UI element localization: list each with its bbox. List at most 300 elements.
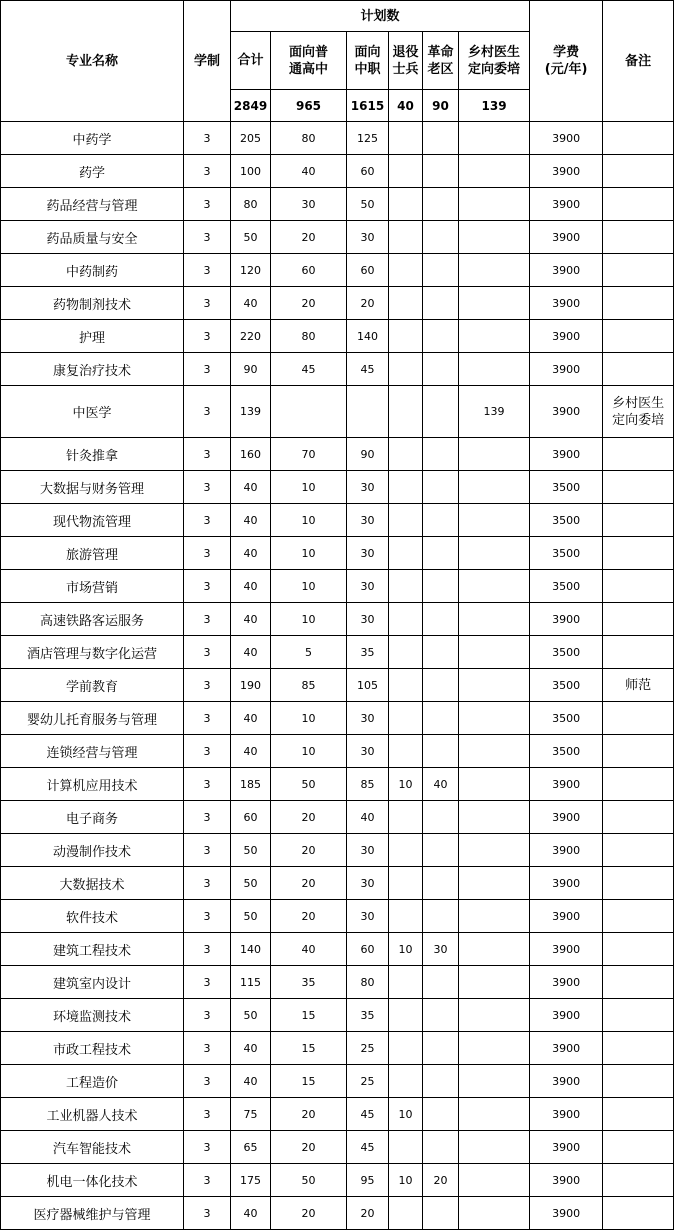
cell-note [603,801,674,834]
cell-note [603,867,674,900]
cell-rural [459,570,530,603]
cell-total: 40 [231,471,271,504]
cell-revolutionary [423,353,459,386]
cell-note [603,702,674,735]
cell-name: 康复治疗技术 [1,353,184,386]
cell-fee: 3900 [530,999,603,1032]
total-sum: 2849 [231,90,271,122]
table-row [1,735,674,768]
cell-rural [459,801,530,834]
cell-revolutionary [423,122,459,155]
table-row [1,1131,674,1164]
cell-total: 100 [231,155,271,188]
header-name: 专业名称 [1,1,184,122]
cell-fee: 3500 [530,636,603,669]
cell-fee: 3500 [530,504,603,537]
cell-veteran [389,386,423,438]
cell-revolutionary [423,1197,459,1230]
cell-total: 50 [231,834,271,867]
cell-years: 3 [184,768,231,801]
cell-general: 10 [271,603,347,636]
cell-years: 3 [184,801,231,834]
cell-rural [459,155,530,188]
cell-total: 40 [231,1032,271,1065]
cell-veteran [389,1032,423,1065]
cell-rural [459,287,530,320]
cell-note [603,254,674,287]
cell-years: 3 [184,1098,231,1131]
cell-fee: 3900 [530,320,603,353]
cell-revolutionary [423,155,459,188]
cell-name: 市政工程技术 [1,1032,184,1065]
cell-name: 药物制剂技术 [1,287,184,320]
cell-name: 中药学 [1,122,184,155]
cell-note [603,155,674,188]
cell-years: 3 [184,900,231,933]
cell-general: 60 [271,254,347,287]
cell-vocational: 30 [347,867,389,900]
cell-vocational: 30 [347,570,389,603]
cell-note [603,1131,674,1164]
table-row [1,386,674,438]
cell-rural [459,768,530,801]
cell-revolutionary [423,570,459,603]
cell-years: 3 [184,735,231,768]
table-row [1,834,674,867]
cell-fee: 3500 [530,537,603,570]
cell-veteran [389,669,423,702]
cell-name: 学前教育 [1,669,184,702]
cell-rural [459,933,530,966]
cell-name: 酒店管理与数字化运营 [1,636,184,669]
cell-veteran [389,801,423,834]
cell-name: 旅游管理 [1,537,184,570]
cell-years: 3 [184,636,231,669]
cell-veteran: 10 [389,933,423,966]
cell-vocational: 30 [347,221,389,254]
cell-vocational: 30 [347,735,389,768]
cell-note [603,768,674,801]
table-row [1,1164,674,1197]
table-row [1,801,674,834]
cell-veteran [389,702,423,735]
cell-revolutionary [423,999,459,1032]
cell-veteran [389,188,423,221]
table-row [1,504,674,537]
cell-revolutionary [423,669,459,702]
cell-revolutionary [423,636,459,669]
cell-total: 175 [231,1164,271,1197]
cell-revolutionary [423,966,459,999]
table-row [1,1197,674,1230]
table-row [1,900,674,933]
cell-veteran: 10 [389,1098,423,1131]
cell-years: 3 [184,1164,231,1197]
cell-note [603,735,674,768]
cell-rural [459,867,530,900]
cell-rural [459,900,530,933]
cell-fee: 3900 [530,867,603,900]
table-row [1,155,674,188]
cell-rural [459,1098,530,1131]
header-note: 备注 [603,1,674,122]
table-row [1,122,674,155]
cell-vocational: 35 [347,999,389,1032]
cell-total: 65 [231,1131,271,1164]
cell-veteran [389,254,423,287]
table-row [1,438,674,471]
cell-general: 50 [271,1164,347,1197]
cell-general: 20 [271,801,347,834]
cell-name: 高速铁路客运服务 [1,603,184,636]
cell-vocational: 90 [347,438,389,471]
cell-years: 3 [184,471,231,504]
cell-general: 85 [271,669,347,702]
cell-years: 3 [184,353,231,386]
cell-name: 动漫制作技术 [1,834,184,867]
cell-revolutionary [423,188,459,221]
cell-years: 3 [184,188,231,221]
cell-total: 40 [231,702,271,735]
table-row [1,353,674,386]
cell-general [271,386,347,438]
cell-vocational: 35 [347,636,389,669]
cell-vocational: 85 [347,768,389,801]
cell-veteran [389,471,423,504]
cell-vocational: 30 [347,504,389,537]
cell-rural [459,1164,530,1197]
cell-fee: 3900 [530,801,603,834]
cell-name: 机电一体化技术 [1,1164,184,1197]
cell-vocational: 45 [347,1131,389,1164]
cell-rural [459,1032,530,1065]
cell-note [603,1098,674,1131]
table-row [1,287,674,320]
cell-veteran [389,221,423,254]
cell-total: 40 [231,287,271,320]
cell-total: 139 [231,386,271,438]
cell-fee: 3500 [530,735,603,768]
cell-total: 220 [231,320,271,353]
cell-total: 50 [231,221,271,254]
cell-general: 45 [271,353,347,386]
cell-years: 3 [184,438,231,471]
cell-rural [459,353,530,386]
cell-veteran [389,636,423,669]
table-row [1,768,674,801]
cell-general: 20 [271,1197,347,1230]
cell-total: 40 [231,504,271,537]
cell-fee: 3500 [530,702,603,735]
cell-note [603,221,674,254]
cell-years: 3 [184,537,231,570]
cell-total: 185 [231,768,271,801]
cell-total: 115 [231,966,271,999]
cell-veteran [389,353,423,386]
cell-name: 大数据与财务管理 [1,471,184,504]
cell-rural [459,254,530,287]
cell-revolutionary [423,900,459,933]
cell-rural [459,966,530,999]
cell-revolutionary [423,386,459,438]
cell-years: 3 [184,320,231,353]
cell-note [603,1065,674,1098]
cell-years: 3 [184,1032,231,1065]
cell-rural [459,188,530,221]
cell-years: 3 [184,834,231,867]
cell-note [603,570,674,603]
cell-note: 师范 [603,669,674,702]
rural-sum: 139 [459,90,530,122]
header-fee: 学费 (元/年) [530,1,603,122]
cell-years: 3 [184,570,231,603]
cell-general: 20 [271,900,347,933]
cell-rural [459,221,530,254]
cell-vocational: 30 [347,900,389,933]
general-sum: 965 [271,90,347,122]
cell-revolutionary: 20 [423,1164,459,1197]
cell-name: 工业机器人技术 [1,1098,184,1131]
cell-vocational: 60 [347,155,389,188]
cell-name: 药学 [1,155,184,188]
cell-note [603,603,674,636]
cell-note [603,438,674,471]
cell-general: 10 [271,504,347,537]
cell-total: 50 [231,900,271,933]
cell-note [603,287,674,320]
cell-name: 环境监测技术 [1,999,184,1032]
cell-revolutionary [423,504,459,537]
cell-veteran [389,999,423,1032]
cell-rural [459,438,530,471]
cell-note [603,966,674,999]
cell-veteran [389,735,423,768]
cell-fee: 3900 [530,1065,603,1098]
cell-revolutionary [423,801,459,834]
cell-rural [459,504,530,537]
cell-general: 20 [271,221,347,254]
cell-veteran [389,504,423,537]
cell-name: 市场营销 [1,570,184,603]
cell-veteran [389,834,423,867]
cell-general: 20 [271,1131,347,1164]
cell-revolutionary [423,1065,459,1098]
cell-total: 60 [231,801,271,834]
cell-vocational: 125 [347,122,389,155]
cell-revolutionary [423,287,459,320]
cell-fee: 3900 [530,1164,603,1197]
cell-general: 10 [271,537,347,570]
cell-vocational: 20 [347,1197,389,1230]
cell-revolutionary [423,254,459,287]
cell-vocational: 45 [347,1098,389,1131]
cell-revolutionary [423,438,459,471]
cell-vocational: 20 [347,287,389,320]
cell-vocational: 105 [347,669,389,702]
table-row [1,320,674,353]
cell-years: 3 [184,702,231,735]
cell-fee: 3900 [530,900,603,933]
cell-name: 护理 [1,320,184,353]
cell-fee: 3900 [530,353,603,386]
cell-revolutionary: 40 [423,768,459,801]
cell-fee: 3900 [530,122,603,155]
cell-general: 15 [271,1065,347,1098]
cell-veteran [389,287,423,320]
cell-name: 药品经营与管理 [1,188,184,221]
vocational-sum: 1615 [347,90,389,122]
cell-name: 药品质量与安全 [1,221,184,254]
cell-veteran [389,537,423,570]
cell-name: 软件技术 [1,900,184,933]
cell-rural [459,122,530,155]
cell-years: 3 [184,287,231,320]
cell-years: 3 [184,1197,231,1230]
cell-veteran [389,155,423,188]
cell-name: 针灸推拿 [1,438,184,471]
cell-fee: 3900 [530,1098,603,1131]
cell-note [603,933,674,966]
cell-revolutionary: 30 [423,933,459,966]
cell-name: 中药制药 [1,254,184,287]
cell-vocational: 25 [347,1065,389,1098]
cell-veteran: 10 [389,1164,423,1197]
cell-general: 20 [271,287,347,320]
cell-veteran [389,320,423,353]
cell-revolutionary [423,221,459,254]
cell-total: 40 [231,636,271,669]
cell-fee: 3900 [530,386,603,438]
cell-name: 工程造价 [1,1065,184,1098]
cell-general: 50 [271,768,347,801]
cell-revolutionary [423,537,459,570]
cell-revolutionary [423,1131,459,1164]
cell-veteran [389,867,423,900]
cell-general: 70 [271,438,347,471]
cell-general: 20 [271,867,347,900]
cell-veteran [389,1065,423,1098]
header-veteran: 退役 士兵 [389,32,423,90]
table-row [1,999,674,1032]
cell-veteran [389,570,423,603]
table-row [1,221,674,254]
cell-note [603,1032,674,1065]
cell-revolutionary [423,1098,459,1131]
cell-name: 中医学 [1,386,184,438]
cell-rural [459,636,530,669]
cell-fee: 3900 [530,933,603,966]
table-row [1,537,674,570]
cell-name: 婴幼儿托育服务与管理 [1,702,184,735]
cell-general: 10 [271,702,347,735]
cell-years: 3 [184,603,231,636]
cell-total: 190 [231,669,271,702]
cell-rural [459,702,530,735]
cell-general: 35 [271,966,347,999]
cell-general: 15 [271,1032,347,1065]
cell-general: 10 [271,471,347,504]
cell-general: 5 [271,636,347,669]
cell-revolutionary [423,867,459,900]
cell-vocational: 80 [347,966,389,999]
cell-fee: 3900 [530,768,603,801]
cell-fee: 3500 [530,471,603,504]
cell-fee: 3900 [530,603,603,636]
cell-rural [459,669,530,702]
header-general: 面向普 通高中 [271,32,347,90]
cell-name: 电子商务 [1,801,184,834]
cell-general: 10 [271,735,347,768]
cell-fee: 3900 [530,834,603,867]
cell-fee: 3500 [530,570,603,603]
cell-total: 75 [231,1098,271,1131]
cell-vocational: 40 [347,801,389,834]
table-body [1,122,674,1230]
cell-total: 80 [231,188,271,221]
cell-fee: 3900 [530,438,603,471]
cell-revolutionary [423,320,459,353]
header-vocational: 面向 中职 [347,32,389,90]
table-row [1,188,674,221]
cell-years: 3 [184,669,231,702]
cell-general: 10 [271,570,347,603]
cell-fee: 3900 [530,1131,603,1164]
cell-total: 40 [231,1065,271,1098]
cell-vocational: 30 [347,471,389,504]
cell-total: 160 [231,438,271,471]
cell-years: 3 [184,966,231,999]
cell-general: 40 [271,155,347,188]
table-row [1,966,674,999]
cell-veteran [389,603,423,636]
cell-years: 3 [184,122,231,155]
cell-rural [459,735,530,768]
cell-vocational: 45 [347,353,389,386]
revolutionary-sum: 90 [423,90,459,122]
header-revolutionary: 革命 老区 [423,32,459,90]
cell-note [603,537,674,570]
cell-revolutionary [423,603,459,636]
cell-general: 30 [271,188,347,221]
cell-years: 3 [184,867,231,900]
cell-years: 3 [184,386,231,438]
cell-fee: 3900 [530,966,603,999]
cell-name: 现代物流管理 [1,504,184,537]
cell-vocational: 30 [347,702,389,735]
cell-note [603,320,674,353]
table-row [1,702,674,735]
cell-fee: 3900 [530,254,603,287]
table-row [1,1065,674,1098]
cell-note [603,1197,674,1230]
cell-note [603,999,674,1032]
table-row [1,669,674,702]
table-row [1,603,674,636]
cell-general: 40 [271,933,347,966]
cell-total: 40 [231,1197,271,1230]
cell-rural [459,1131,530,1164]
cell-note [603,1164,674,1197]
cell-veteran [389,1131,423,1164]
cell-rural [459,471,530,504]
cell-vocational: 25 [347,1032,389,1065]
table-row [1,636,674,669]
cell-veteran [389,966,423,999]
cell-vocational [347,386,389,438]
cell-note [603,471,674,504]
cell-years: 3 [184,155,231,188]
cell-years: 3 [184,254,231,287]
